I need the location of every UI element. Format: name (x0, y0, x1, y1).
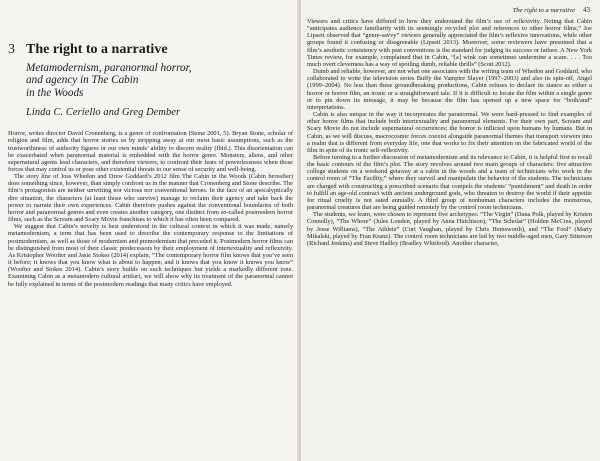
chapter-heading (8, 42, 293, 58)
chapter-subtitle (26, 62, 293, 99)
paragraph: Before turning to a further discussion of metamodernism and its relevance to Cabin, it is helpful first to recall the basic contours of the film’s plot. The story revolves around two main groups of characters: five attractive college students on a weekend getaway at a cabin in the woods and a team of technicians who work in the control room of “The Facility,” where they surveil and manipulate the behavior of the students. The technicians are charged with constructing a prescribed scenario that compels the students’ “punishment” and death in order to fulfill an age-old contract with ancient underground gods, who threaten to destroy the world if their appetite for ritual cruelty is not sated annually. A third group of nonhuman characters includes the monstrous, paranormal creatures that are being guided remotely by the control room technicians. (307, 153, 592, 212)
right-body-text (307, 18, 592, 247)
paragraph: The students, we learn, were chosen to represent five archetypes: “The Virgin” (Dana Polk, played by Kristen Connolly), “The Whore” (Jules Louden, played by Anna Hutchison), “The Scholar” (Holden McCrea, played by Jesse Williams), “The Athlete” (Curt Vaughan, played by Chris Hemsworth), and “The Fool” (Marty Mikalski, played by Fran Kranz). The control room technicians are led by two middle-aged men, Gary Sitterson (Richard Jenkins) and Steve Hadley (Bradley Whitford). Another character, (307, 211, 592, 247)
right-page (301, 0, 600, 461)
paragraph: The story line of Joss Whedon and Drew Goddard’s 2012 film The Cabin in the Woods (Cabin hereafter) does something since, however, than simply confront us in the manner that Cronenberg and Stone describe. The film’s protagonists are neither unwitting nor vicious nor conventional heroes. In the face of an apocalyptically dire situation, the characters (at least those who survive) manage to reclaim their agency and take back the power to narrate their own experiences. Cabin therefore pushes against the conventional boundaries of both horror and paranormal genres and even creates another category, one distinct from so-called postmodern horror films, such as the Scream and Scary Movie franchises to which it has often been compared. (8, 173, 293, 224)
left-body-text (8, 130, 293, 287)
subtitle-line: Metamodernism, paranormal horror, (26, 62, 192, 74)
running-head (307, 6, 592, 14)
chapter-title: The right to a narrative (26, 42, 168, 57)
paragraph: Cabin is also unique in the way it incorporates the paranormal. We were hard-pressed to find examples of other horror films that include both intertextuality and paranormal elements. For their own part, Scream and Scary Movie do not include supernatural occurrences; the horror is inflicted upon humans by humans. But in Cabin, as we will discuss, macrocosmic forces coexist alongside paranormal themes that transport viewers into a realm that is different from everyday life, one that works to fix their attention on the fabricated world of the film in spite of its ironic self-reflexivity. (307, 111, 592, 154)
paragraph: We suggest that Cabin’s novelty is best understood in the cultural context in which it was made, namely metamodernism, a term that has been used to describe the contemporary response to the limitations of postmodernism, as well as those of modernism and premodernism that preceded it. Postmodern horror films can be distinguished from most of their classic predecessors by their employment of intertextuality and reflexivity. As Kristopher Woofter and Jasie Stokes (2014) explain, “The contemporary horror film knows that you’ve seen it before; it knows that you know what is about to happen; and it knows that you know it knows you know” (Woofter and Stokes 2014). Cabin’s story builds on such techniques but yields a markedly different tone. Examining Cabin as a metamodern cultural artifact, we will show why its treatment of the paranormal cannot be fully explained in terms of the postmodern readings that many critics have employed. (8, 223, 293, 288)
chapter-number: 3 (8, 42, 15, 57)
chapter-authors: Linda C. Ceriello and Greg Dember (26, 107, 181, 119)
running-head-title: The right to a narrative (512, 7, 575, 14)
paragraph: Dumb and reliable, however, are not what one associates with the writing team of Whedon and Goddard, who collaborated to write the television series Buffy the Vampire Slayer (1997–2003) and also its spin-off, Angel (1999–2004). No less than these groundbreaking productions, Cabin refuses to declare its stance as either a horror or horror film, an ironic or a straightforward tale. If it is difficult to locate the film within a single genre or to pin down its message, it may be because the film has opened up a new space for “both/and” interpretations. (307, 68, 592, 111)
page-number: 43 (583, 6, 590, 14)
paragraph: Horror, writes director David Cronenberg, is a genre of confrontation (Stone 2001, 5). Bryan Stone, scholar of religion and film, adds that horror stories us by stripping away at our most basic assumptions, such as the trustworthiness of authority figures or our own minds’ ability to discern reality (Ibid.). This disorientation can be exacerbated when paranormal material is embedded with the horror genre. Monsters, aliens, and other supernatural agents lead characters, and therefore viewers, to confront their fears of powerlessness when those forces that may control us or pose other existential threats to our sense of security and well-being. (8, 130, 293, 173)
left-page (0, 0, 299, 461)
paragraph: Viewers and critics have differed in how they understand the film’s use of reflexivity. Noting that Cabin “anticipates audience familiarity with its seemingly recycled plot and references to other horror films,” Joe Lipsett observed that “genre-savvy” viewers generally appreciated the film’s reflexive innovations, while other groups found it confusing or disagreeable (Lipsett 2013). Moreover, some reviewers have presumed that a film’s aesthetic consistency with past conventions is the standard for judging its success or failure. A New York Times review, for example, complained that in Cabin, “[a] wink can sometimes undermine a scare. . . . Too much overt cleverness has a way of spoiling dumb, reliable thrills” (Scott 2012). (307, 18, 592, 68)
subtitle-line: and agency in The Cabin (26, 74, 139, 87)
subtitle-line: in the Woods (26, 86, 84, 99)
